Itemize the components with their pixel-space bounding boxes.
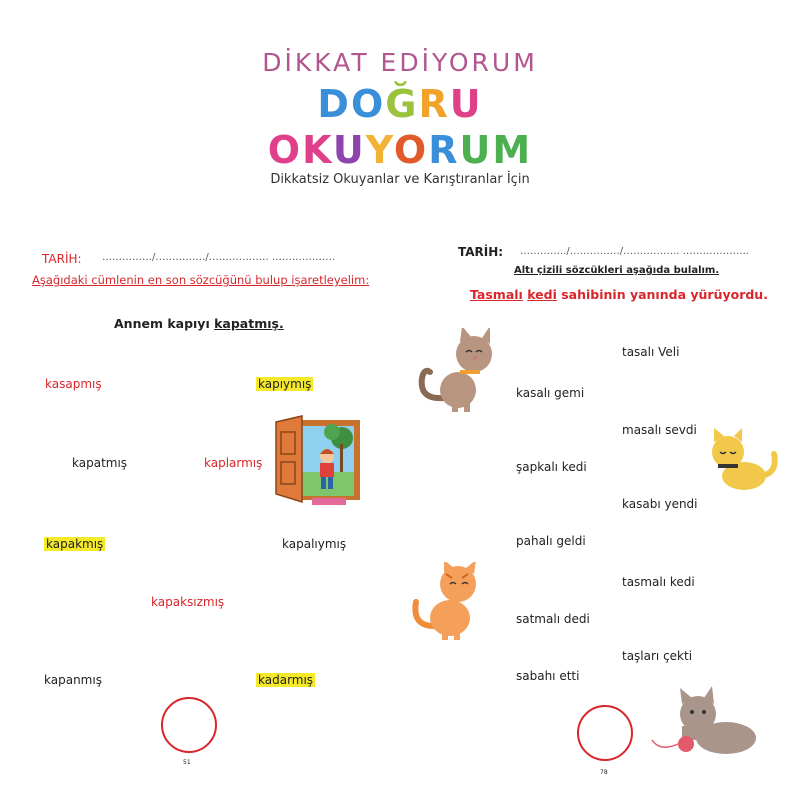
title-letter: K [302, 128, 333, 172]
yellow-cat-illustration [704, 428, 780, 494]
right-sentence-underlined-1: Tasmalı [470, 287, 523, 302]
title-letter: M [492, 128, 533, 172]
title-letter: R [418, 82, 450, 126]
right-sentence-underlined-2: kedi [527, 287, 557, 302]
right-date-value: …………../……………/…………….. ……………….. [520, 246, 749, 257]
left-date-label: TARİH: [42, 252, 82, 266]
right-word[interactable]: kasalı gemi [516, 386, 585, 400]
header-line2 [0, 82, 800, 126]
answer-circle-right[interactable] [577, 705, 633, 761]
title-letter: O [267, 128, 303, 172]
title-letter: U [332, 128, 366, 172]
header-line3 [0, 128, 800, 172]
right-sentence [470, 287, 768, 302]
left-word[interactable]: kapatmış [72, 456, 128, 470]
header-subtitle: Dikkatsiz Okuyanlar ve Karıştıranlar İçin [270, 172, 530, 187]
right-word[interactable]: satmalı dedi [516, 612, 590, 626]
grey-cat-with-yarn-illustration [650, 682, 762, 760]
right-word[interactable]: taşları çekti [622, 649, 693, 663]
left-sentence [114, 316, 284, 331]
title-letter: D [317, 82, 351, 126]
right-word[interactable]: masalı sevdi [622, 423, 697, 437]
left-page-number: 51 [183, 759, 191, 766]
left-sentence-target: kapatmış. [214, 316, 284, 331]
title-letter: R [428, 128, 460, 172]
left-word[interactable]: kapaksızmış [151, 595, 225, 609]
right-instruction: Altı çizili sözcükleri aşağıda bulalım. [514, 265, 720, 276]
left-word[interactable]: kapanmış [44, 673, 102, 687]
header-line1: DİKKAT EDİYORUM [262, 48, 538, 77]
right-word[interactable]: pahalı geldi [516, 534, 586, 548]
orange-cat-illustration [410, 562, 486, 640]
left-sentence-prefix: Annem kapıyı [114, 316, 215, 331]
left-word-highlighted[interactable]: kapıymış [258, 377, 312, 391]
title-letter: Ğ [385, 82, 419, 126]
right-sentence-rest: sahibinin yanında yürüyordu. [556, 287, 768, 302]
boy-at-door-illustration [272, 414, 366, 510]
title-letter: U [459, 128, 493, 172]
left-word[interactable]: kaplarmış [204, 456, 263, 470]
title-letter: Y [365, 128, 394, 172]
right-word[interactable]: sabahı etti [516, 669, 580, 683]
title-letter: O [393, 128, 429, 172]
right-page-number: 78 [600, 769, 608, 776]
right-word[interactable]: kasabı yendi [622, 497, 698, 511]
left-word[interactable]: kasapmış [45, 377, 102, 391]
right-word[interactable]: tasmalı kedi [622, 575, 695, 589]
title-letter: U [449, 82, 483, 126]
left-date-value: ……………/……………/……………… ………………. [102, 252, 336, 263]
answer-circle-left[interactable] [161, 697, 217, 753]
right-word[interactable]: tasalı Veli [622, 345, 680, 359]
right-word[interactable]: şapkalı kedi [516, 460, 587, 474]
left-word-highlighted[interactable]: kadarmış [258, 673, 314, 687]
left-word-highlighted[interactable]: kapakmış [46, 537, 104, 551]
left-instruction: Aşağıdaki cümlenin en son sözcüğünü bulup işaretleyelim: [32, 273, 370, 287]
title-letter: O [350, 82, 386, 126]
right-date-label: TARİH: [458, 245, 504, 259]
brown-cat-illustration [414, 328, 500, 412]
left-word[interactable]: kapalıymış [282, 537, 347, 551]
